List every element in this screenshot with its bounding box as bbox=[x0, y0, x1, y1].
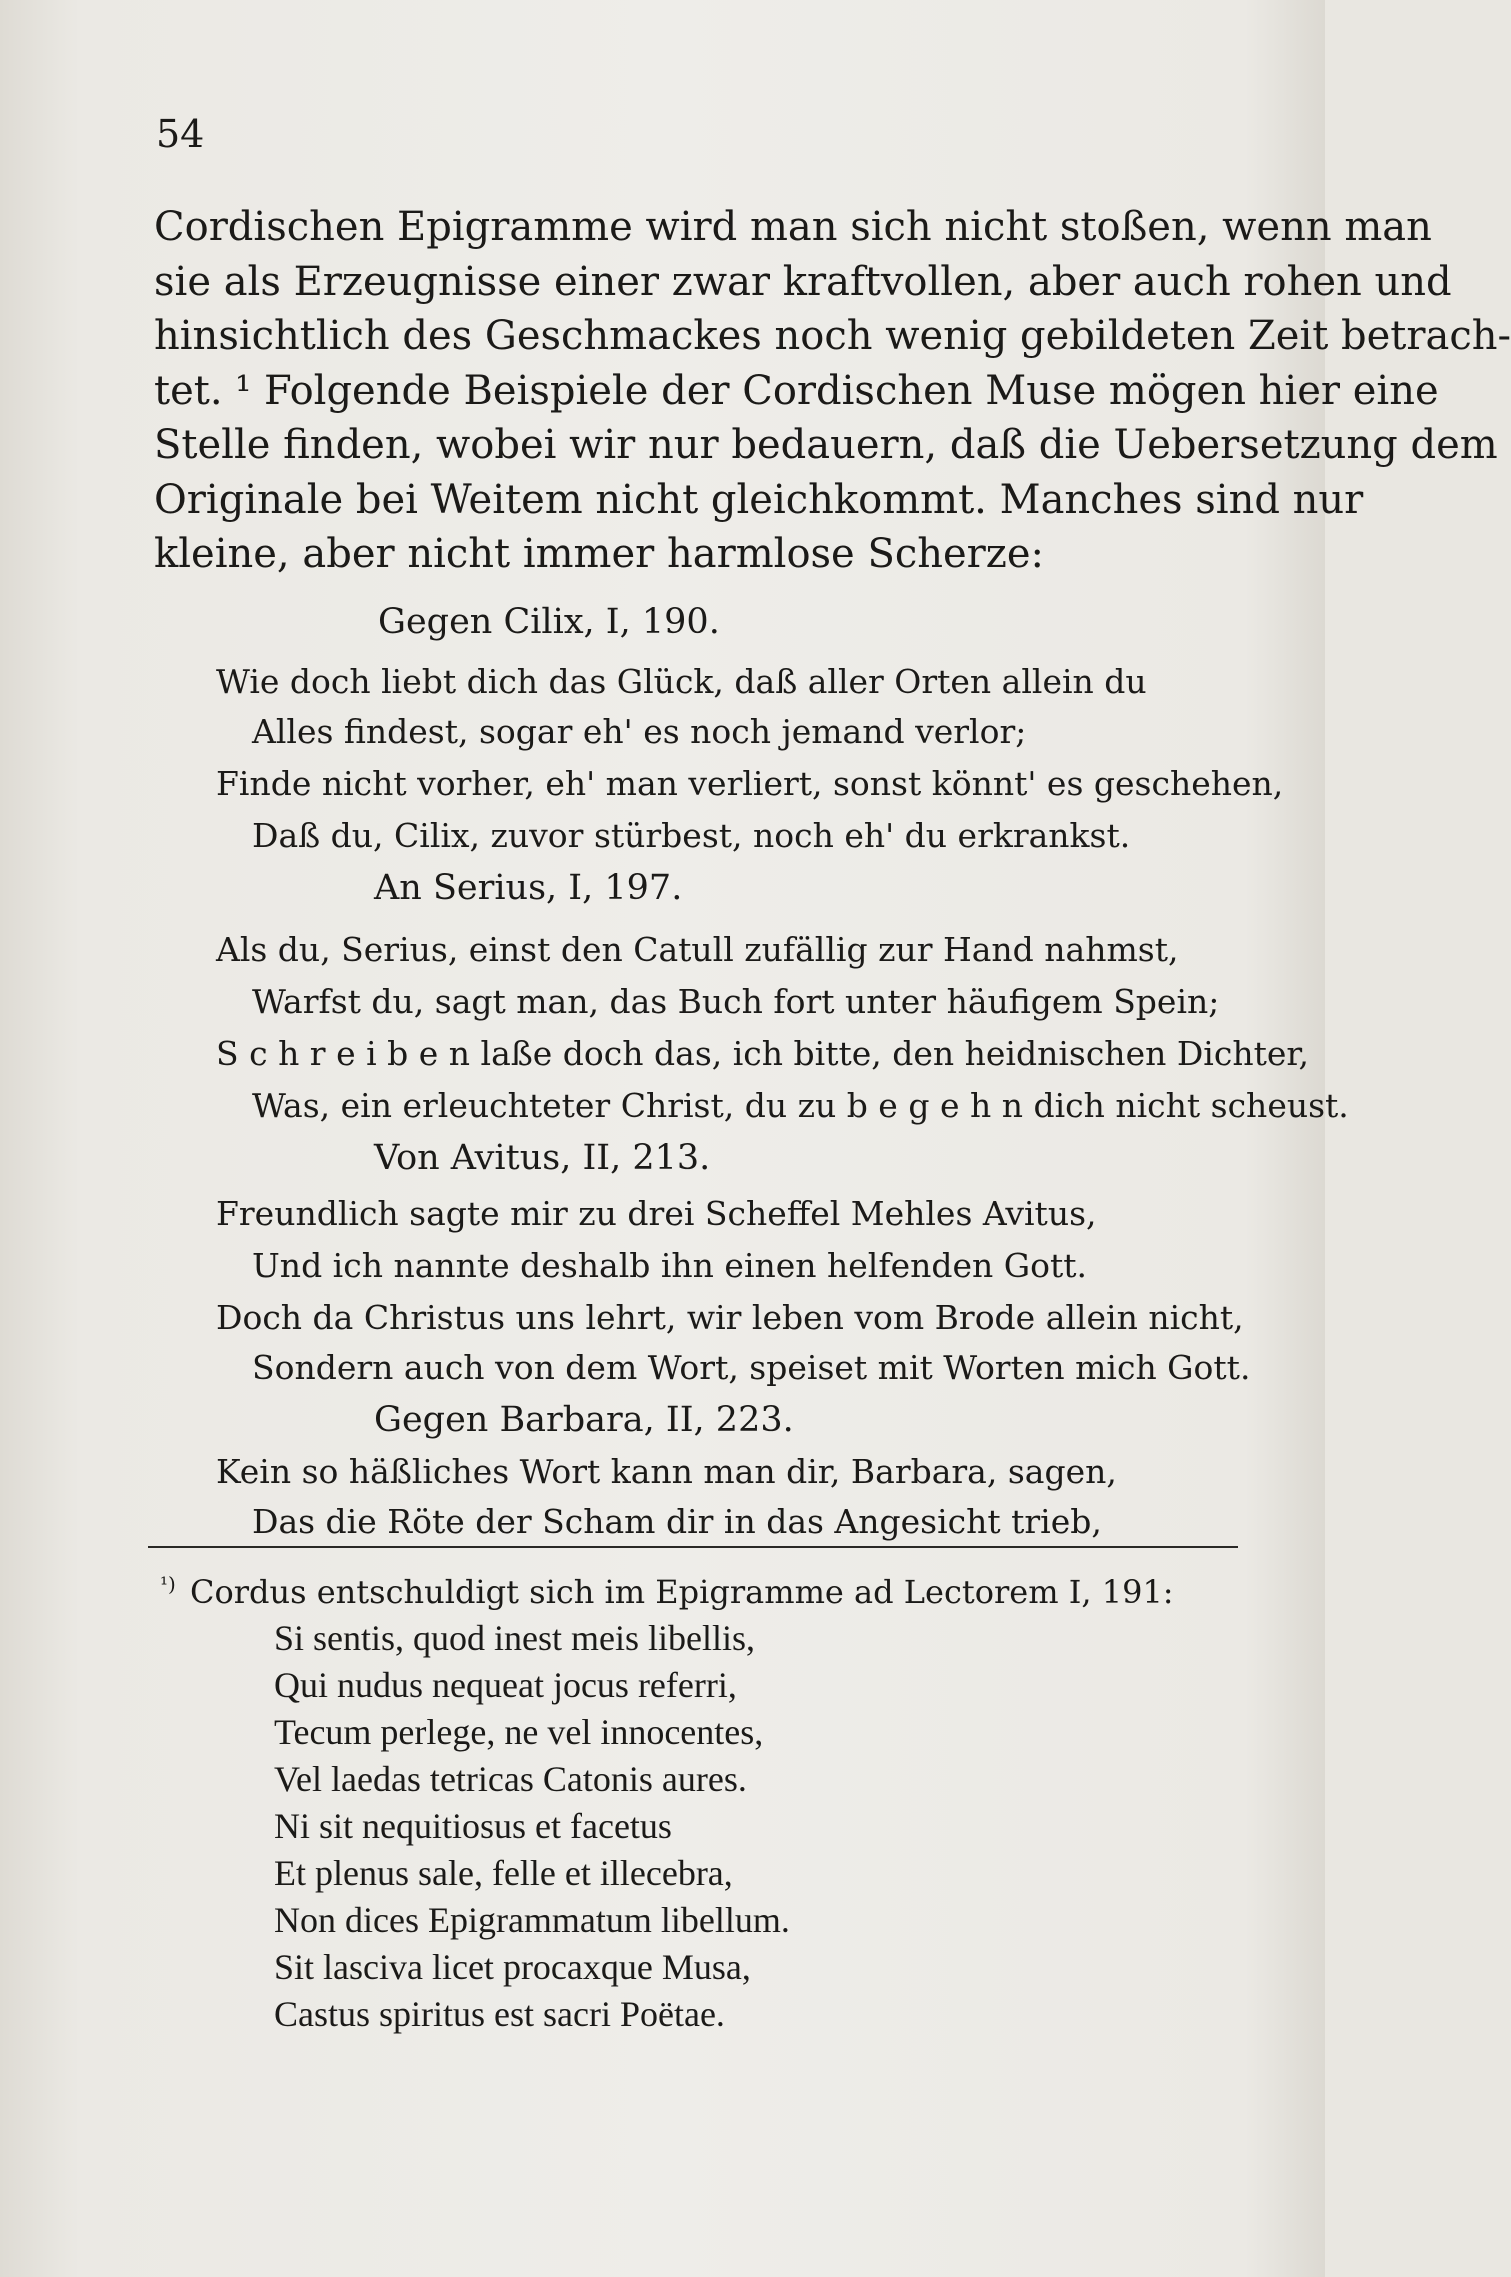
footnote-intro bbox=[160, 1572, 1174, 1611]
footnote-verse-line: Sit lasciva licet procaxque Musa, bbox=[274, 1947, 751, 1987]
footnote-verse-line: Non dices Epigrammatum libellum. bbox=[274, 1900, 790, 1940]
verse-line: Das die Röte der Scham dir in das Angesicht trieb, bbox=[252, 1502, 1102, 1541]
body-line: Originale bei Weitem nicht gleichkommt. Manches sind nur bbox=[154, 476, 1364, 523]
verse-line: Alles findest, sogar eh' es noch jemand verlor; bbox=[252, 712, 1027, 751]
verse-line: Als du, Serius, einst den Catull zufällig zur Hand nahmst, bbox=[216, 930, 1179, 969]
verse-line: Daß du, Cilix, zuvor stürbest, noch eh' du erkrankst. bbox=[252, 816, 1131, 855]
poem-heading: An Serius, I, 197. bbox=[374, 868, 683, 908]
footnote-intro-text: Cordus entschuldigt sich im Epigramme ad Lectorem I, 191: bbox=[190, 1573, 1174, 1611]
poem-heading: Gegen Cilix, I, 190. bbox=[378, 602, 720, 642]
verse-line: Finde nicht vorher, eh' man verliert, sonst könnt' es geschehen, bbox=[216, 764, 1284, 803]
footnote-verses bbox=[274, 1615, 790, 2038]
poem-heading: Von Avitus, II, 213. bbox=[374, 1138, 711, 1178]
footnote-verse-line: Tecum perlege, ne vel innocentes, bbox=[274, 1712, 764, 1752]
verse-line: Warfst du, sagt man, das Buch fort unter häufigem Spein; bbox=[252, 982, 1220, 1021]
footnote-verse-line: Qui nudus nequeat jocus referri, bbox=[274, 1665, 737, 1705]
verse-line: S c h r e i b e n laße doch das, ich bitte, den heidnischen Dichter, bbox=[216, 1034, 1310, 1073]
footnote-verse-line: Castus spiritus est sacri Poëtae. bbox=[274, 1994, 725, 2034]
footnote-verse-line: Et plenus sale, felle et illecebra, bbox=[274, 1853, 733, 1893]
body-line: hinsichtlich des Geschmackes noch wenig gebildeten Zeit betrach- bbox=[154, 313, 1511, 359]
verse-line: Und ich nannte deshalb ihn einen helfenden Gott. bbox=[252, 1246, 1087, 1285]
verse-line: Wie doch liebt dich das Glück, daß aller Orten allein du bbox=[216, 662, 1147, 701]
verse-line: Was, ein erleuchteter Christ, du zu b e g e h n dich nicht scheust. bbox=[252, 1086, 1349, 1125]
footnote-verse-line: Vel laedas tetricas Catonis aures. bbox=[274, 1759, 747, 1799]
body-line: tet. ¹ Folgende Beispiele der Cordischen Muse mögen hier eine bbox=[154, 367, 1439, 414]
footnote-marker: ¹) bbox=[160, 1572, 176, 1596]
body-line: kleine, aber nicht immer harmlose Scherze: bbox=[154, 531, 1045, 577]
verse-line: Sondern auch von dem Wort, speiset mit Worten mich Gott. bbox=[252, 1348, 1251, 1387]
verse-line: Doch da Christus uns lehrt, wir leben vom Brode allein nicht, bbox=[216, 1298, 1244, 1337]
body-line: Stelle finden, wobei wir nur bedauern, daß die Uebersetzung dem bbox=[154, 422, 1498, 468]
footnote-verse-line: Si sentis, quod inest meis libellis, bbox=[274, 1618, 756, 1658]
footnote-separator bbox=[148, 1546, 1238, 1548]
page-number: 54 bbox=[156, 112, 205, 156]
footnote-verse-line: Ni sit nequitiosus et facetus bbox=[274, 1806, 672, 1846]
verse-line: Kein so häßliches Wort kann man dir, Barbara, sagen, bbox=[216, 1452, 1117, 1491]
body-paragraph bbox=[154, 200, 1511, 582]
body-line: Cordischen Epigramme wird man sich nicht stoßen, wenn man bbox=[154, 204, 1432, 250]
body-line: sie als Erzeugnisse einer zwar kraftvollen, aber auch rohen und bbox=[154, 258, 1452, 305]
poem-heading: Gegen Barbara, II, 223. bbox=[374, 1400, 794, 1440]
verse-line: Freundlich sagte mir zu drei Scheffel Mehles Avitus, bbox=[216, 1194, 1097, 1233]
